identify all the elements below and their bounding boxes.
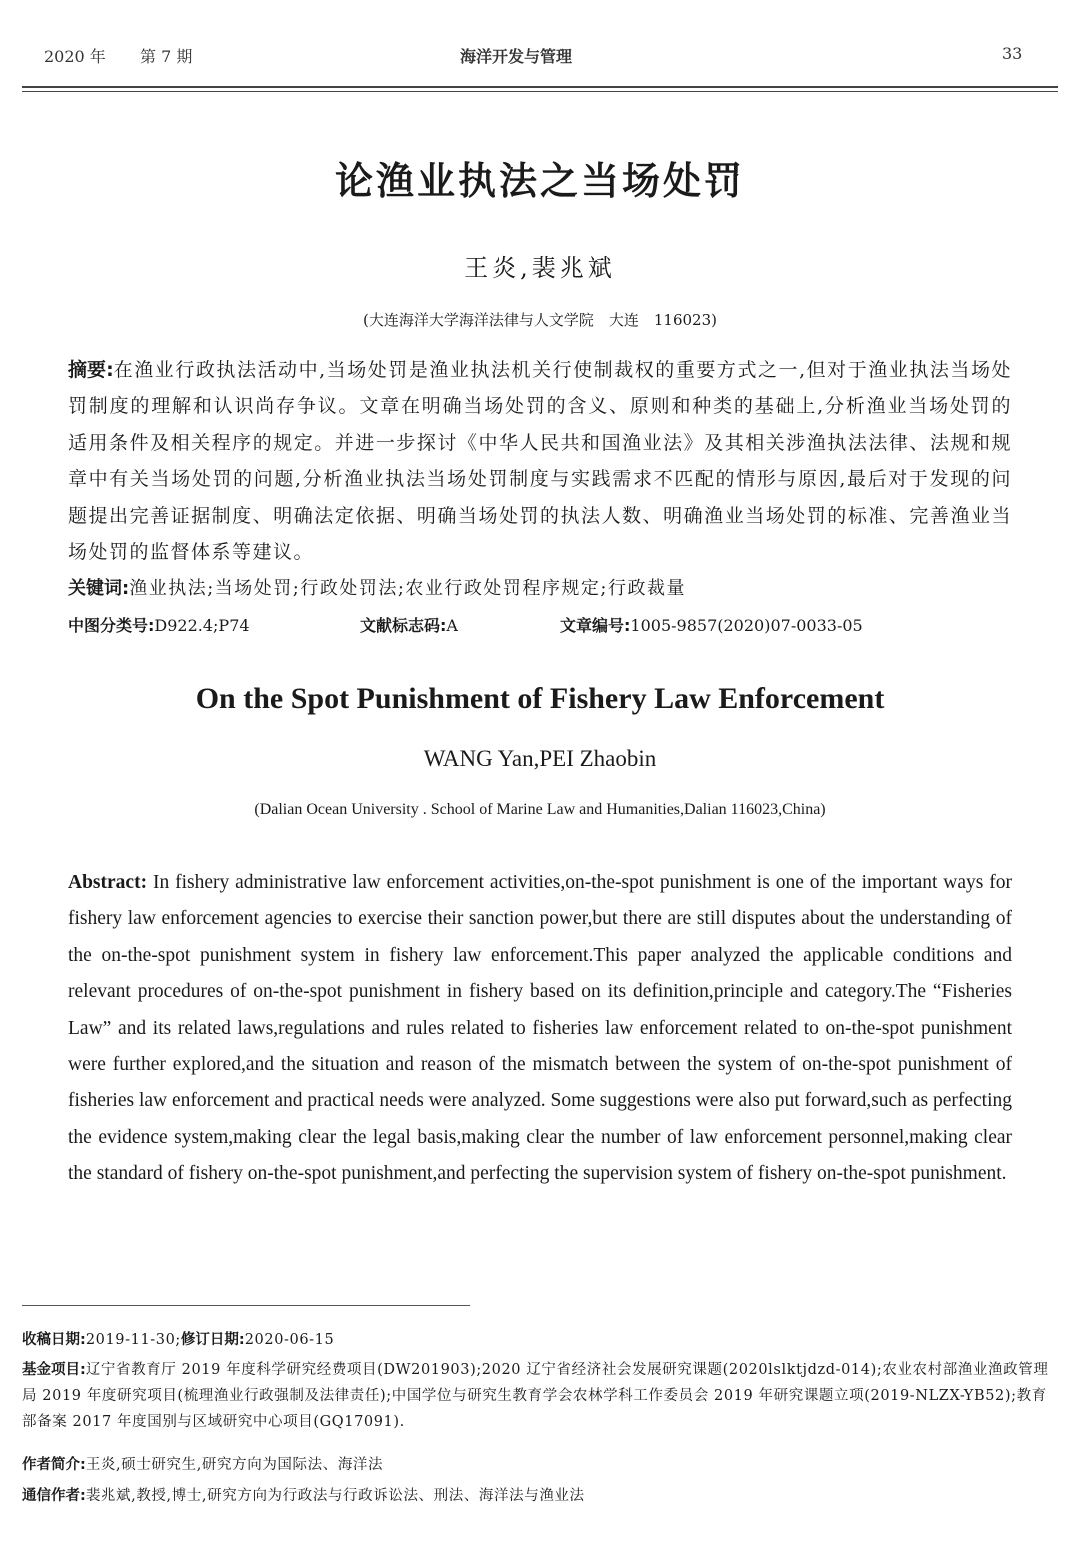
affiliation-english: (Dalian Ocean University . School of Marine Law and Humanities,Dalian 116023,China) (254, 801, 826, 818)
clc-code: 中图分类号:D922.4;P74 (68, 616, 250, 635)
title-english: On the Spot Punishment of Fishery Law Enforcement (195, 682, 885, 715)
authors-chinese: 王炎,裴兆斌 (464, 254, 616, 282)
abstract-english-label: Abstract: (68, 872, 148, 893)
footnote-corresponding: 通信作者:裴兆斌,教授,博士,研究方向为行政法与行政诉讼法、刑法、海洋法与渔业法 (22, 1488, 585, 1504)
footnote-dates: 收稿日期:2019-11-30;修订日期:2020-06-15 (22, 1332, 335, 1348)
abstract-chinese-label: 摘要: (68, 359, 114, 381)
footnote-rule (22, 1305, 470, 1306)
title-chinese: 论渔业执法之当场处罚 (334, 158, 745, 203)
abstract-chinese-text: 在渔业行政执法活动中,当场处罚是渔业执法机关行使制裁权的重要方式之一,但对于渔业执法当场处罚制度的理解和认识尚存争议。文章在明确当场处罚的含义、原则和种类的基础上,分析渔业当场处罚的适用条件及相关程序的规定。并进一步探讨《中华人民共和国渔业法》及其相关涉渔执法法律、法规和规章中有关当场处罚的问题,分析渔业执法当场处罚制度与实践需求不匹配的情形与原因,最后对于发现的问题提出完善证据制度、明确法定依据、明确当场处罚的执法人数、明确渔业当场处罚的标准、完善渔业当场处罚的监督体系等建议。 (68, 359, 1012, 564)
keywords-text: 渔业执法;当场处罚;行政处罚法;农业行政处罚程序规定;行政裁量 (129, 578, 686, 599)
header-rule-thin (22, 91, 1058, 92)
page-number: 33 (1002, 44, 1023, 63)
affiliation-chinese: (大连海洋大学海洋法律与人文学院 大连 116023) (363, 311, 717, 329)
footnote-author: 作者简介:王炎,硕士研究生,研究方向为国际法、海洋法 (22, 1457, 384, 1473)
header-rule-thick (22, 86, 1058, 88)
keywords-chinese (68, 574, 1012, 600)
footnote-fund: 基金项目:辽宁省教育厅 2019 年度科学研究经费项目(DW201903);2020 辽宁省经济社会发展研究课题(2020lslktjdzd-014);农业农村部渔业渔政管理局 2019 年度研究项目(梳理渔业行政强制及法律责任);中国学位与研究生教育学会农林学科工作委员会 2019 年研究课题立项(2019-NLZX-YB52);教育部备案 2017 年度国别与区域研究中心项目(GQ17091). (22, 1362, 1049, 1430)
abstract-chinese (68, 352, 1012, 570)
abstract-english-text: In fishery administrative law enforcement activities,on-the-spot punishment is one of the important ways for fishery law enforcement agencies to exercise their sanction power,but there are still disputes about the understanding of the on-the-spot punishment system in fishery law enforcement.This paper analyzed the applicable conditions and relevant procedures of on-the-spot punishment in fishery based on its definition,principle and category.The “Fisheries Law” and its related laws,regulations and rules related to fisheries law enforcement related to on-the-spot punishment were further explored,and the situation and reason of the mismatch between the system of on-the-spot punishment of fisheries law enforcement and practical needs were analyzed. Some suggestions were also put forward,such as perfecting the evidence system,making clear the legal basis,making clear the number of law enforcement personnel,making clear the standard of fishery on-the-spot punishment,and perfecting the supervision system of fishery on-the-spot punishment. (68, 872, 1012, 1185)
header-issue: 第 7 期 (140, 47, 193, 66)
keywords-label: 关键词: (68, 578, 130, 599)
header-year: 2020 年 (44, 47, 106, 66)
article-number: 文章编号:1005-9857(2020)07-0033-05 (560, 616, 863, 635)
document-code: 文献标志码:A (360, 616, 458, 635)
abstract-english (68, 865, 1012, 1193)
journal-name: 海洋开发与管理 (459, 47, 572, 66)
authors-english: WANG Yan,PEI Zhaobin (423, 746, 657, 771)
